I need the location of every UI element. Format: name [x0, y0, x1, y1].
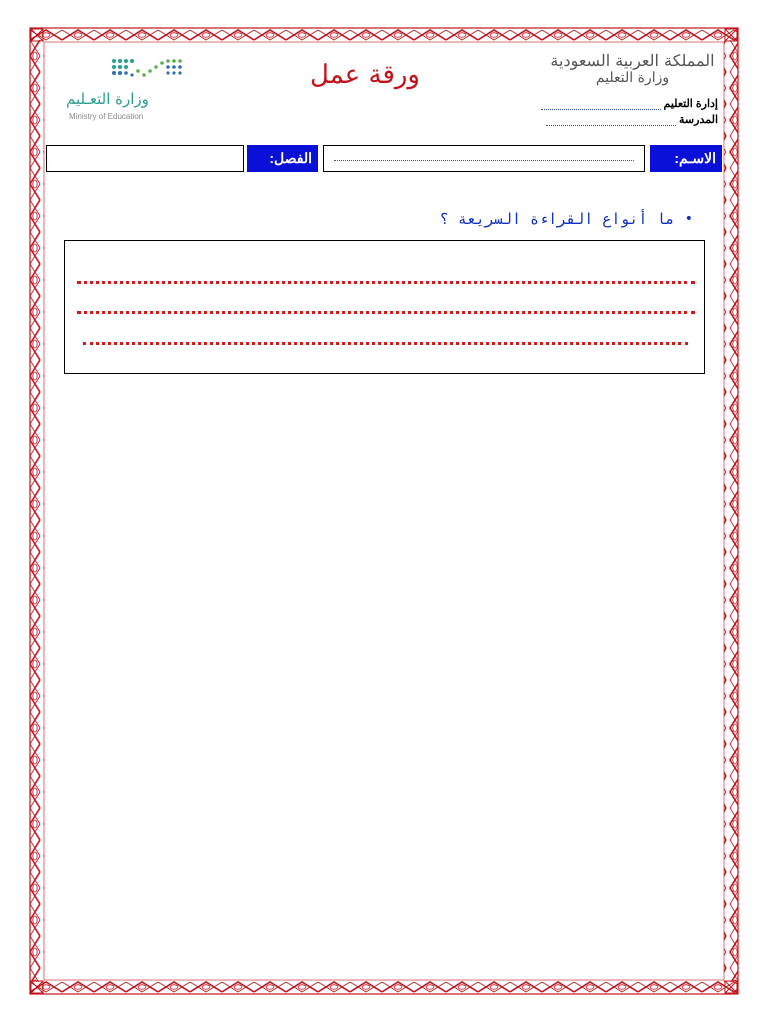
ministry-name: وزارة التعليم — [595, 70, 670, 86]
ministry-name-arabic: وزارة التعـليم — [66, 90, 149, 108]
kingdom-emblem — [545, 52, 720, 86]
kingdom-name: المملكة العربية السعودية — [550, 51, 715, 70]
question — [440, 210, 696, 228]
name-field[interactable] — [323, 145, 645, 172]
name-dotted-line — [334, 160, 634, 161]
bullet-icon: • — [684, 211, 696, 227]
education-admin-field[interactable] — [541, 100, 661, 110]
answer-line[interactable] — [83, 342, 688, 345]
school-label: المدرسة — [679, 114, 718, 126]
answer-line[interactable] — [77, 281, 695, 284]
education-admin-line — [541, 97, 718, 110]
education-admin-label: إدارة التعليم — [663, 98, 718, 110]
school-line — [546, 113, 718, 126]
ministry-name-english: Ministry of Education — [69, 112, 144, 121]
question-text: ما أنواع القراءة السريعة ؟ — [439, 210, 675, 228]
name-label: الاسـم: — [650, 145, 722, 172]
answer-line[interactable] — [77, 311, 695, 314]
ministry-logo — [66, 55, 176, 125]
page-title: ورقة عمل — [310, 60, 420, 90]
ministry-logo-icon — [66, 55, 196, 85]
answer-box[interactable] — [64, 240, 705, 374]
class-field[interactable] — [46, 145, 244, 172]
school-field[interactable] — [546, 116, 676, 126]
class-label: الفصل: — [247, 145, 318, 172]
